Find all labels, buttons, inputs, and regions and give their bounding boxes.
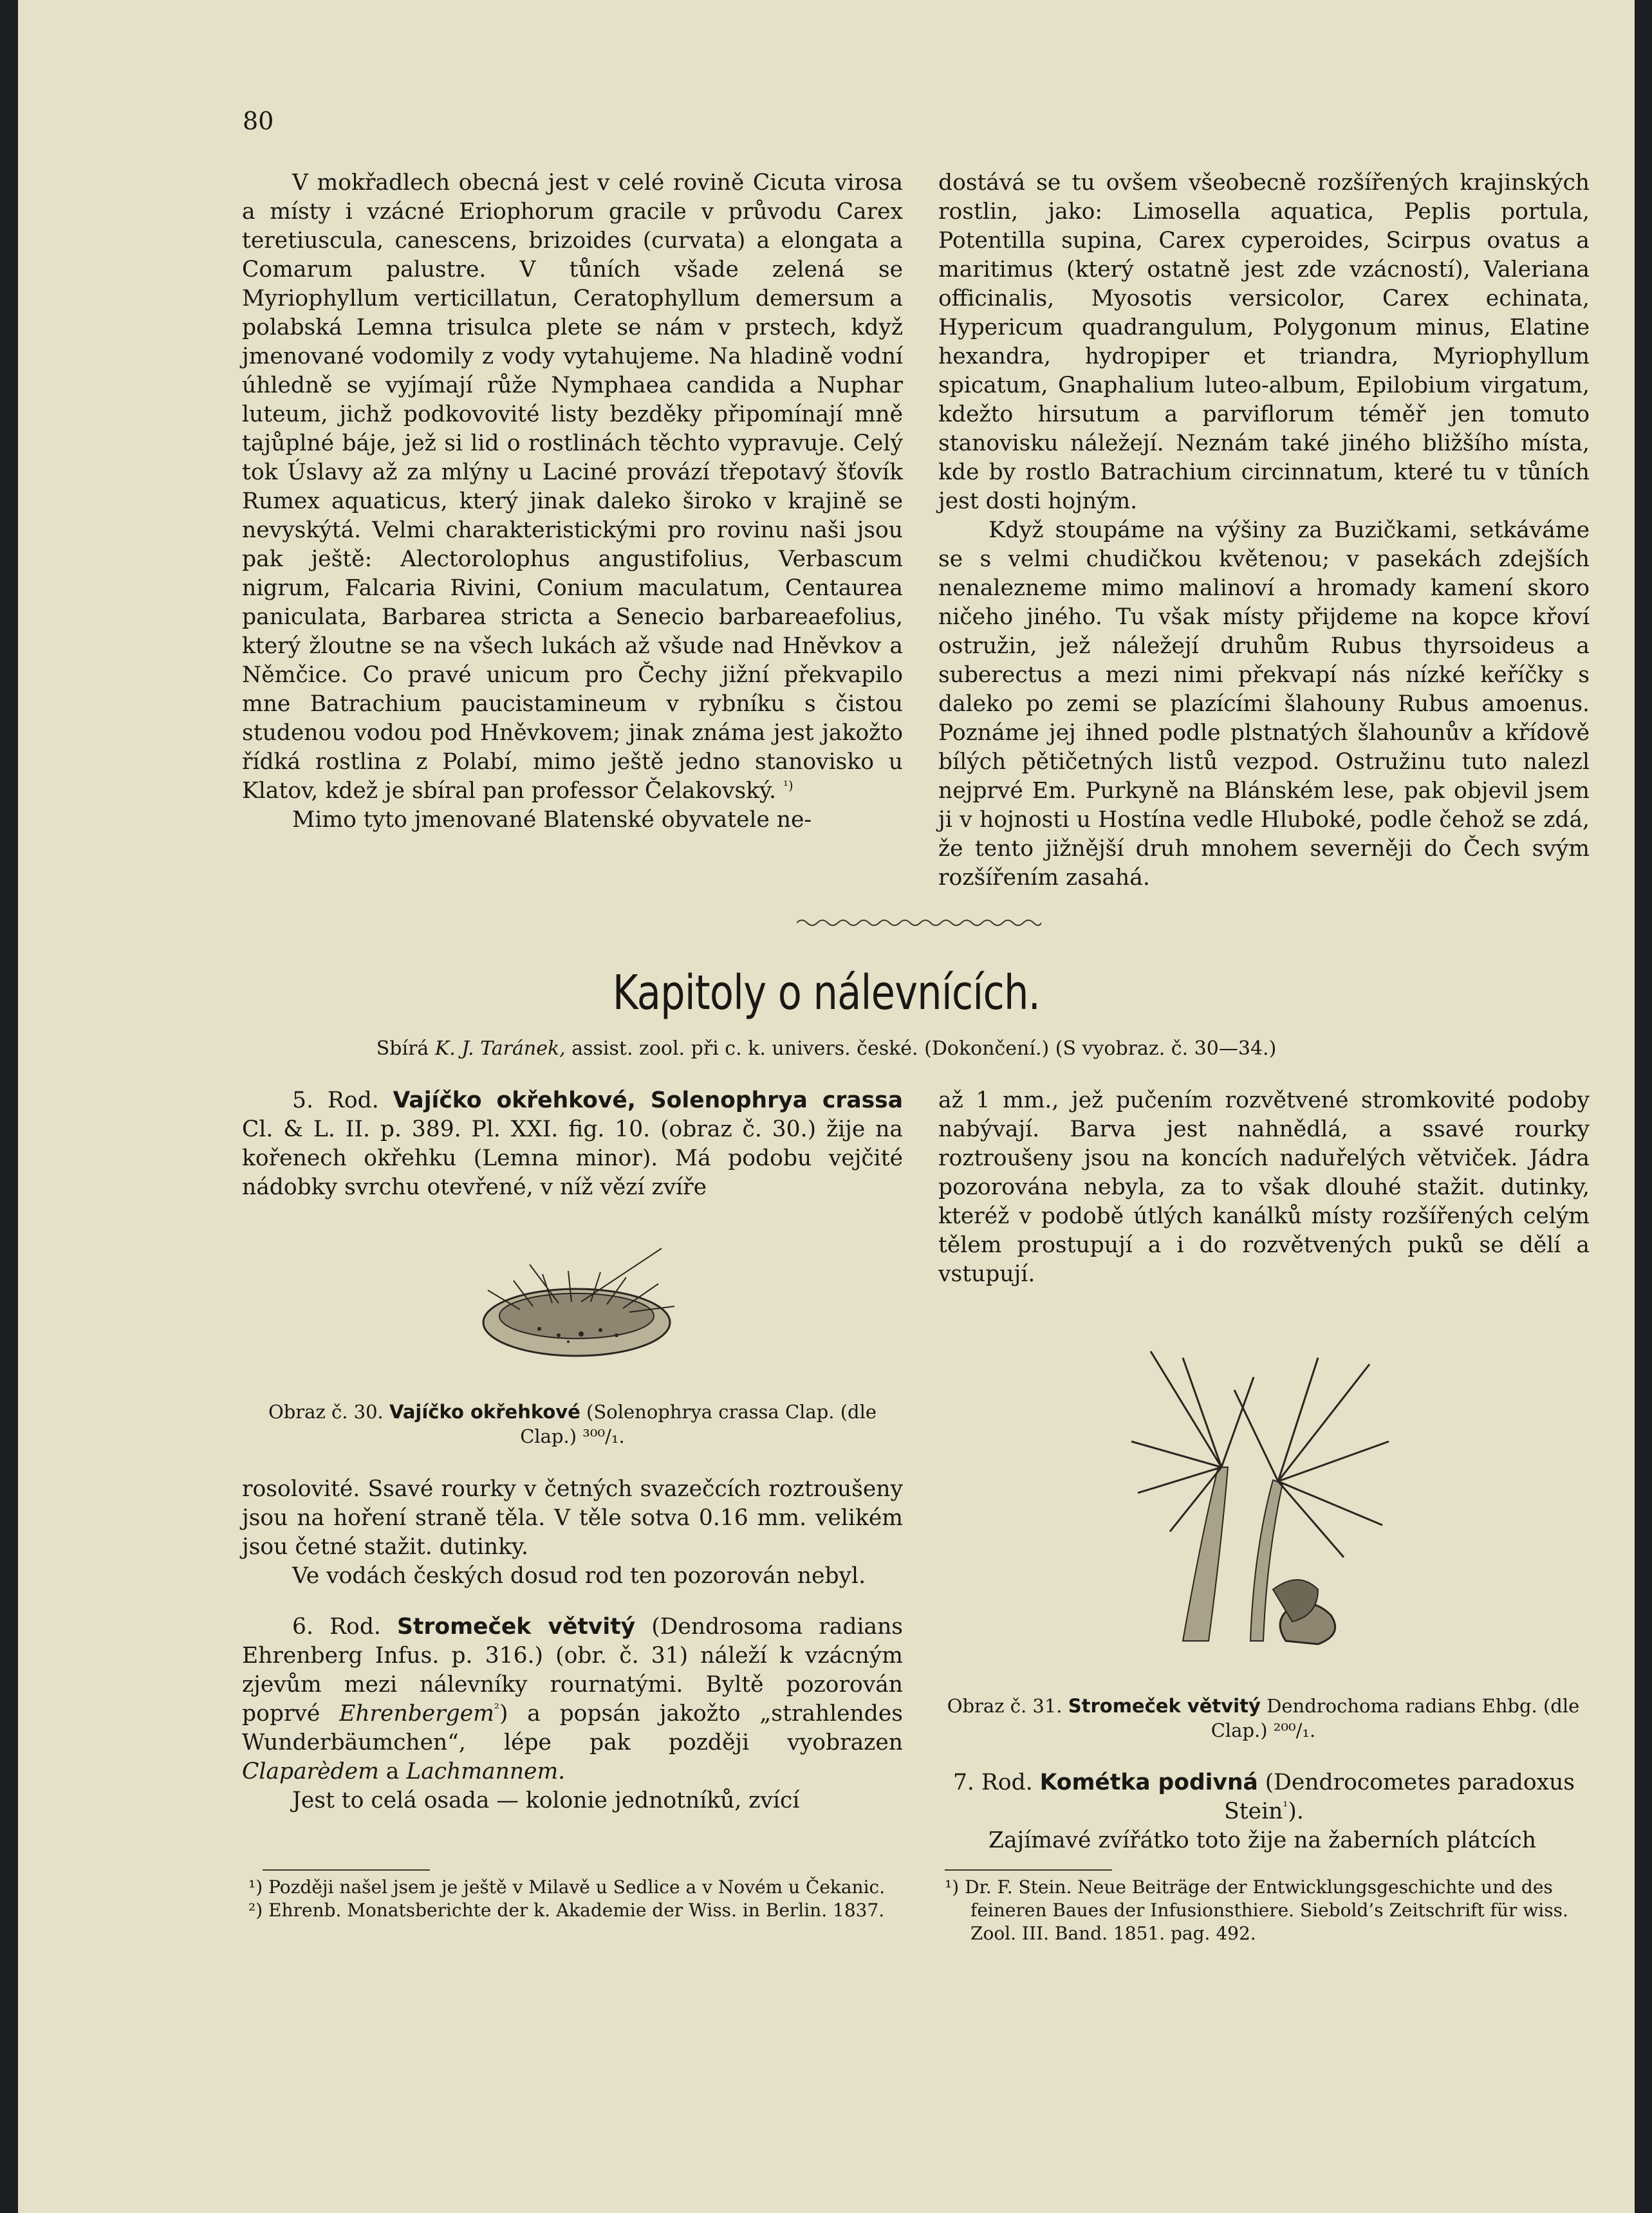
page-number: 80: [243, 107, 274, 135]
figure-30-caption: Obraz č. 30. Vajíčko okřehkové (Solenophrya crassa Clap. (dle Clap.) ³⁰⁰/₁.: [268, 1401, 877, 1447]
footnote-rule-left: [263, 1869, 430, 1871]
paragraph-rod-5: 5. Rod. Vajíčko okřehkové, Solenophrya crassa Cl. & L. II. p. 389. Pl. XXI. fig. 10. (obraz č. 30.) žije na kořenech okřehku (Lemna minor). Má podobu vejčité nádobky svrchu otevřené, v níž vězí zvíře: [242, 1088, 903, 1200]
ornament-divider: [797, 916, 1041, 929]
paragraph: dostává se tu ovšem všeobecně rozšířených krajinských rostlin, jako: Limosella aquatica, Peplis portula, Potentilla supina, Carex cyperoides, Scirpus ovatus a maritimus (který ostatně jest zde vzácností), Valeriana officinalis, Myosotis versicolor, Carex echinata, Hypericum quadrangulum, Polygonum minus, Elatine hexandra, hydropiper et triandra, Myriophyllum spicatum, Gnaphalium luteo-album, Epilobium virgatum, kdežto hirsutum a parviflorum téměř jen tomuto stanovisku náležejí. Neznám také jiného bližšího místa, kde by rostlo Batrachium circinnatum, které tu v tůních jest dosti hojným.: [938, 170, 1590, 514]
paragraph: Jest to celá osada — kolonie jednotníků, zvící: [292, 1788, 800, 1813]
paragraph: Mimo tyto jmenované Blatenské obyvatele ne-: [292, 807, 812, 833]
footnotes-left: [242, 1876, 903, 1922]
lower-right-column-a: [938, 1086, 1590, 1289]
paragraph: až 1 mm., jež pučením rozvětvené stromkovité podoby nabývají. Barva jest nahnědlá, a ssavé rourky roztroušeny jsou na koncích naduřelých větviček. Jádra pozorována nebyla, za to však dlouhé stažit. dutinky, kteréž v podobě útlých kanálků místy rozšířených celým tělem prostupují a i do rozvětvených puků se dělí a vstupují.: [938, 1088, 1590, 1287]
footnotes-right: [938, 1876, 1590, 1945]
paragraph: Zajímavé zvířátko toto žije na žaberních plátcích: [988, 1828, 1536, 1853]
paragraph: rosolovité. Ssavé rourky v četných svazečcích roztroušeny jsou na hoření straně těla. V těle sotva 0.16 mm. velikém jsou četné stažit. dutinky.: [242, 1476, 903, 1560]
paragraph: Ve vodách českých dosud rod ten pozorován nebyl.: [292, 1563, 866, 1589]
lower-left-column-a: [242, 1086, 903, 1202]
lower-right-column-b: [938, 1768, 1590, 1855]
paragraph-rod-6: 6. Rod. Stromeček větvitý (Dendrosoma radians Ehrenberg Infus. p. 316.) (obr. č. 31) náleží k vzácným zjevům mezi nálevníky rournatými. Byltě pozorován poprvé Ehrenbergem$^{^2}$) a popsán jakožto „strahlendes Wunderbäumchen“, lépe pak později vyobrazen Claparèdem a Lachmannem.: [242, 1614, 904, 1784]
figure-31-caption: Obraz č. 31. Stromeček větvitý Dendrochoma radians Ehbg. (dle Clap.) ²⁰⁰/₁.: [947, 1695, 1580, 1741]
footnote: ¹) Později našel jsem je ještě v Milavě u Sedlice a v Novém u Čekanic.: [248, 1876, 886, 1898]
footnote-ref: ¹): [783, 777, 794, 793]
top-right-column: [938, 169, 1590, 893]
footnote: ²) Ehrenb. Monatsberichte der k. Akademie der Wiss. in Berlin. 1837.: [248, 1900, 885, 1921]
footnote: ¹) Dr. F. Stein. Neue Beiträge der Entwicklungsgeschichte und des feineren Baues der Infusionsthiere. Siebold’s Zeitschrift für wiss. Zool. III. Band. 1851. pag. 492.: [945, 1876, 1568, 1944]
paragraph-rod-7: 7. Rod. Kométka podivná (Dendrocometes paradoxus Stein$^{^1}$).: [952, 1770, 1575, 1824]
paragraph: Když stoupáme na výšiny za Buzičkami, setkáváme se s velmi chudičkou květenou; v pasekách zdejších nenalezneme mimo malinoví a hromady kamení skoro ničeho jiného. Tu však místy přijdeme na kopce křoví ostružin, jež náležejí druhům Rubus thyrsoideus a suberectus a mezi nimi překvapí nás nízké keříčky s daleko po zemi se plazícími šlahouny Rubus amoenus. Poznáme jej ihned podle plstnatých šlahounův a křídově bílých pětičetných listů vezpod. Ostružinu tuto nalezl nejprvé Em. Purkyně na Blánském lese, pak objevil jsem ji v hojnosti u Hostína vedle Hluboké, podle čehož se zdá, že tento jižnější druh mnohem severněji do Čech svým rozšířením zasahá.: [938, 517, 1590, 891]
document-page: [18, 0, 1635, 2213]
figure-30-illustration: [469, 1245, 681, 1364]
article-title: Kapitoly o nálevnících.: [612, 965, 1041, 1021]
figure-31-illustration: [1125, 1338, 1395, 1647]
lower-left-column-b: [242, 1475, 903, 1815]
top-left-column: [242, 169, 903, 835]
article-byline: Sbírá K. J. Taránek, assist. zool. při c. k. univers. české. (Dokončení.) (S vyobraz. č. 30—34.): [376, 1037, 1277, 1060]
paragraph: V mokřadlech obecná jest v celé rovině Cicuta virosa a místy i vzácné Eriophorum gracile v průvodu Carex teretiuscula, canescens, brizoides (curvata) a elongata a Comarum palustre. V tůních všade zelená se Myriophyllum verticillatun, Ceratophyllum demersum a polabská Lemna trisulca plete se nám v prstech, když jmenované vodomily z vody vytahujeme. Na hladině vodní úhledně se vyjímají růže Nymphaea candida a Nuphar luteum, jichž podkovovité listy bezděky připomínají mně tajůplné báje, jež si lid o rostlinách těchto vypravuje. Celý tok Úslavy až za mlýny u Laciné provází třepotavý šťovík Rumex aquaticus, který jinak daleko široko v krajině se nevyskýtá. Velmi charakteristickými pro rovinu naši jsou pak ještě: Alectorolophus angustifolius, Verbascum nigrum, Falcaria Rivini, Conium maculatum, Centaurea paniculata, Barbarea stricta a Senecio barbareaefolius, který žloutne se na všech lukách až všude nad Hněvkov a Němčice. Co pravé unicum pro Čechy jižní překvapilo mne Batrachium paucistamineum v rybníku s čistou studenou vodou pod Hněvkovem; jinak známa jest jakožto řídká rostlina z Polabí, mimo ještě jedno stanovisko u Klatov, kdež je sbíral pan professor Čelakovský. $^{^1)}$: [242, 170, 903, 804]
footnote-rule-right: [945, 1869, 1112, 1871]
